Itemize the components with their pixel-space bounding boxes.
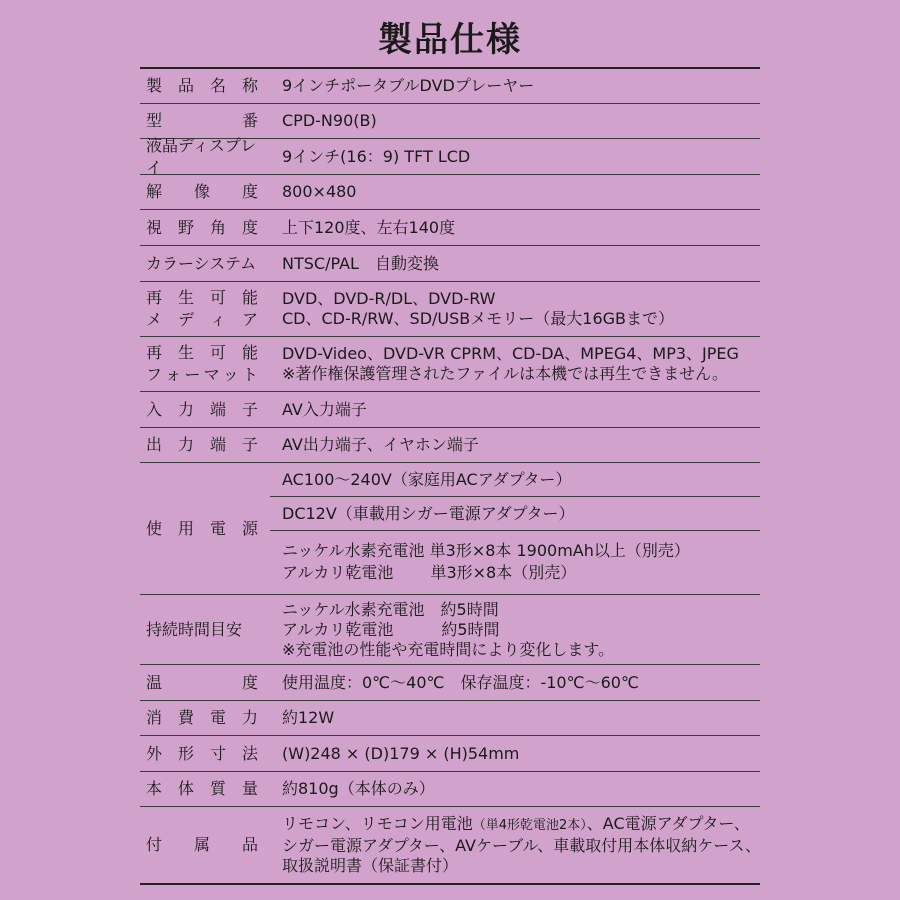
spec-label: 本 体 質 量 [146, 779, 258, 798]
spec-row-power-source [140, 463, 760, 595]
power-option-battery: ニッケル水素充電池 単3形×8本 1900mAh以上（別売） アルカリ乾電池 単3形×8本（別売） [282, 541, 690, 582]
spec-value: 9インチ(16：9) TFT LCD [282, 146, 471, 166]
spec-note: ※著作権保護管理されたファイルは本機では再生できません。 [282, 364, 729, 383]
spec-value: AV入力端子 [282, 399, 367, 419]
spec-value: リモコン、リモコン用電池（単4形乾電池2本）、AC電源アダプター、 [282, 814, 750, 833]
spec-label: 付 属 品 [146, 835, 258, 854]
spec-value: DVD-Video、DVD-VR CPRM、CD-DA、MPEG4、MP3、JPEG [282, 344, 739, 363]
spec-row-weight [140, 772, 760, 807]
page-title: 製品仕様 [378, 20, 522, 60]
spec-table [140, 67, 760, 885]
spec-row-formats [140, 337, 760, 392]
spec-value: CPD-N90(B) [282, 111, 377, 130]
spec-label: 使 用 電 源 [146, 518, 258, 538]
spec-label: 消 費 電 力 [146, 708, 258, 727]
spec-row-product-name [140, 69, 760, 104]
spec-label: 持続時間目安 [146, 619, 243, 639]
spec-label: 入 力 端 子 [146, 399, 258, 419]
spec-note: ※充電池の性能や充電時間により変化します。 [282, 639, 615, 659]
spec-row-power-consumption [140, 701, 760, 736]
spec-value: 9インチポータブルDVDプレーヤー [282, 76, 535, 95]
spec-value: シガー電源アダプター、AVケーブル、車載取付用本体収納ケース、 [282, 836, 761, 855]
spec-label: 型 番 [146, 111, 258, 130]
spec-label: 外 形 寸 法 [146, 743, 258, 763]
spec-row-media [140, 282, 760, 337]
spec-value: 使用温度：0℃～40℃ 保存温度：-10℃～60℃ [282, 672, 639, 692]
spec-value: アルカリ乾電池 約5時間 [282, 619, 500, 639]
spec-label: 再 生 可 能 [146, 288, 258, 307]
spec-label: カラーシステム [146, 253, 257, 273]
power-option-ac: AC100～240V（家庭用ACアダプター） [270, 463, 760, 497]
spec-label: メ デ ィ ア [146, 310, 258, 329]
spec-value: NTSC/PAL 自動変換 [282, 253, 439, 273]
spec-value: ニッケル水素充電池 約5時間 [282, 599, 499, 619]
spec-value: 約12W [282, 708, 335, 727]
spec-label: 視 野 角 度 [146, 217, 258, 237]
spec-value: 取扱説明書（保証書付） [282, 856, 459, 875]
spec-label: 出 力 端 子 [146, 435, 258, 454]
power-option-dc: DC12V（車載用シガー電源アダプター） [270, 497, 760, 531]
spec-value: DVD、DVD-R/DL、DVD-RW [282, 289, 496, 308]
spec-value: (W)248 × (D)179 × (H)54mm [282, 743, 520, 763]
spec-value: AV出力端子、イヤホン端子 [282, 435, 479, 454]
spec-row-display [140, 135, 760, 177]
spec-label: 製 品 名 称 [146, 76, 258, 95]
spec-label: 温 度 [146, 672, 258, 692]
spec-label: フ ォ ー マ ッ ト [146, 365, 258, 384]
spec-label: 液晶ディスプレイ [146, 135, 257, 177]
spec-row-accessories [140, 807, 760, 885]
spec-value: CD、CD-R/RW、SD/USBメモリー（最大16GBまで） [282, 309, 675, 328]
spec-value: 約810g（本体のみ） [282, 779, 435, 798]
spec-row-temperature [140, 665, 760, 701]
spec-row-input [140, 392, 760, 428]
spec-value: 上下120度、左右140度 [282, 217, 456, 237]
spec-row-dimensions [140, 736, 760, 772]
spec-row-viewing-angle [140, 210, 760, 246]
spec-row-output [140, 428, 760, 463]
spec-value: 800×480 [282, 182, 357, 201]
spec-row-runtime [140, 595, 760, 665]
spec-row-resolution [140, 175, 760, 210]
spec-row-color-system [140, 246, 760, 282]
spec-label: 解 像 度 [146, 182, 258, 201]
spec-label: 再 生 可 能 [146, 343, 258, 362]
